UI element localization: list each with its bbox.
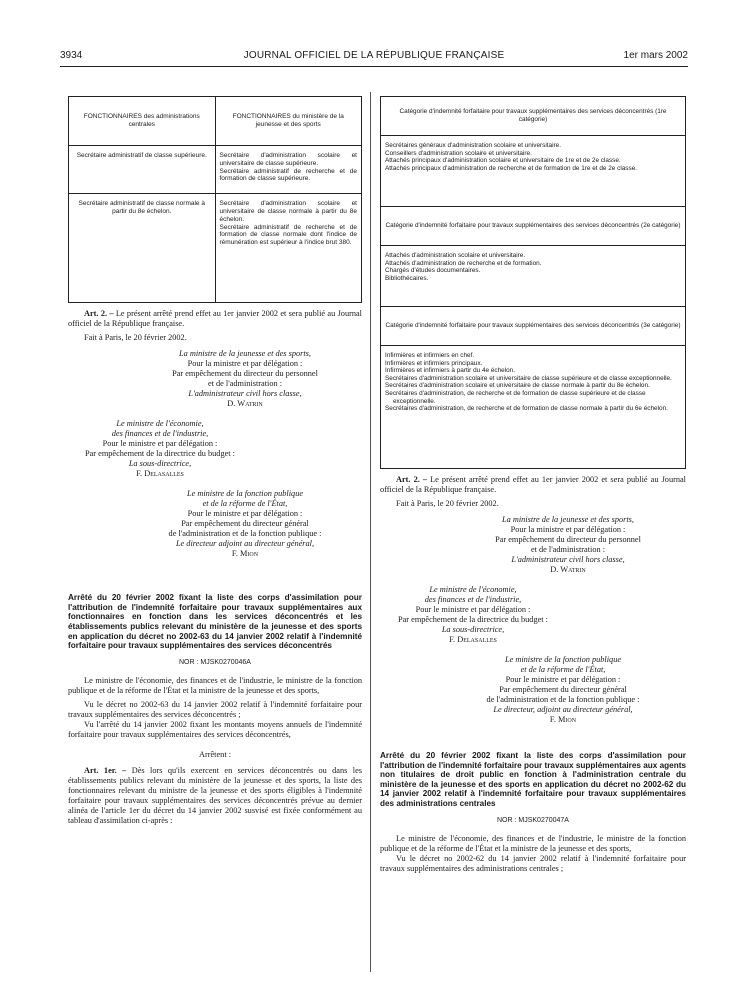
nor-reference: NOR : MJSK0270047A — [497, 816, 569, 824]
list-item: Attachés d'administration scolaire et universitaire. — [385, 252, 526, 259]
article-2 — [380, 475, 686, 495]
table-cell: Secrétaire administratif de classe supérieure. — [69, 146, 216, 194]
sig-line: Par empêchement du directeur du personnel — [172, 369, 318, 379]
sig-line: Le ministre de l'économie, — [429, 585, 517, 594]
table-cell: Secrétaire administratif de classe normale à partir du 8e échelon. — [69, 194, 216, 303]
article-text: Le présent arrêté prend effet au 1er janvier 2002 et sera publié au Journal officiel de la République française. — [68, 309, 362, 329]
table-row — [69, 194, 362, 303]
signatory-name: F. Delasalles — [136, 469, 184, 479]
cell-line: Secrétaire d'administration scolaire et universitaire de classe supérieure. — [219, 152, 357, 167]
sig-line: La sous-directrice, — [128, 459, 192, 469]
done-at: Fait à Paris, le 20 février 2002. — [396, 499, 499, 508]
sig-line: Par empêchement de la directrice du budget : — [85, 449, 235, 459]
sig-line: L'administrateur civil hors classe, — [511, 555, 625, 564]
signature-block-1 — [380, 515, 686, 575]
sig-line: et de la réforme de l'État, — [202, 499, 288, 509]
signatory-name: F. Delasalles — [449, 635, 497, 644]
sig-line: de l'administration et de la fonction publique : — [486, 695, 640, 704]
page-number: 3934 — [60, 50, 83, 61]
visa: Vu le décret no 2002-62 du 14 janvier 2002 relatif à l'indemnité forfaitaire pour travaux supplémentaires des administrations centrales ; — [380, 853, 686, 873]
signature-block-2 — [68, 419, 362, 479]
sig-line: Le ministre de la fonction publique — [186, 489, 304, 499]
article-text: Le présent arrêté prend effet au 1er janvier 2002 et sera publié au Journal officiel de la République française. — [380, 475, 686, 494]
signature-block-3 — [68, 489, 362, 559]
sig-line: des finances et de l'industrie, — [111, 429, 209, 439]
sig-line: Par empêchement du directeur général — [181, 519, 309, 529]
cell-line: Secrétaire administratif de recherche et de formation de classe supérieure. — [219, 167, 357, 183]
category-header: Catégorie d'indemnité forfaitaire pour travaux supplémentaires des services déconcentrés (3e catégorie) — [381, 306, 685, 346]
signature-block-3 — [380, 655, 686, 725]
article-1 — [68, 766, 362, 826]
sig-line: Pour le ministre et par délégation : — [187, 509, 303, 519]
done-at: Fait à Paris, le 20 février 2002. — [84, 333, 187, 343]
list-item: Attachés d'administration de recherche et de formation. — [385, 259, 542, 267]
sig-line: Par empêchement du directeur général — [499, 685, 627, 694]
sig-line: La ministre de la jeunesse et des sports, — [502, 515, 634, 524]
table-cell — [215, 194, 362, 303]
list-item: Infirmières et infirmiers à partir du 4e échelon. — [385, 367, 515, 375]
sig-line: Pour la ministre et par délégation : — [187, 359, 303, 369]
decree-title: Arrêté du 20 février 2002 fixant la liste des corps d'assimilation pour l'attribution de l'indemnité forfaitaire pour travaux supplémentaires aux agents non titulaires de droit public en fonction à l'administration centrale du ministère de la jeunesse et des sports en application du décret no 2002-62 du 14 janvier 2002 relatif à l'indemnité forfaitaire pour travaux supplémentaires des administrations centrales — [380, 751, 686, 808]
sig-line: Le ministre de l'économie, — [116, 419, 204, 429]
sig-line: Pour le ministre et par délégation : — [415, 605, 531, 614]
column-separator — [370, 92, 371, 972]
left-column — [68, 96, 362, 826]
sig-line: Le directeur adjoint au directeur général, — [175, 539, 315, 549]
assimilation-table — [68, 96, 362, 303]
article-label: Art. 2. – — [84, 309, 114, 319]
visa: Vu l'arrêté du 14 janvier 2002 fixant les montants moyens annuels de l'indemnité forfaitaire pour travaux supplémentaires des services déconcentrés, — [68, 719, 362, 739]
sig-line: Le ministre de la fonction publique — [504, 655, 622, 664]
list-item: Infirmières et infirmiers en chef. — [385, 352, 475, 359]
cell-line: Secrétaire administratif de recherche et de formation de classe normale dont l'indice de rémunération est supérieur à l'indice brut 380. — [219, 223, 357, 247]
table-cell — [215, 146, 362, 194]
category-body — [381, 246, 685, 306]
article-label: Art. 2. – — [396, 475, 428, 484]
journal-title: JOURNAL OFFICIEL DE LA RÉPUBLIQUE FRANÇAISE — [243, 50, 505, 61]
sig-line: L'administrateur civil hors classe, — [188, 389, 302, 399]
nor-reference: NOR : MJSK0270046A — [179, 658, 251, 666]
signatory-name: D. Watrin — [550, 565, 586, 574]
list-item: Attachés principaux d'administration scolaire et universitaire de 1re et de 2e classe. — [385, 157, 621, 165]
table-row — [69, 146, 362, 194]
list-item: Secrétaires d'administration, de recherche et de formation de classe normale à partir du 6e échelon. — [385, 405, 668, 413]
list-item: Secrétaires généraux d'administration scolaire et universitaire. — [385, 142, 561, 149]
signature-block-2 — [380, 585, 686, 645]
category-header: Catégorie d'indemnité forfaitaire pour travaux supplémentaires des services déconcentrés (2e catégorie) — [381, 206, 685, 246]
visa: Vu le décret no 2002-63 du 14 janvier 2002 relatif à l'indemnité forfaitaire pour travaux supplémentaires des services déconcentrés ; — [68, 699, 362, 719]
sig-line: Par empêchement du directeur du personnel — [495, 535, 641, 544]
cell-line: Secrétaire d'administration scolaire et universitaire de classe normale à partir du 8e échelon. — [219, 200, 357, 223]
sig-line: Le directeur, adjoint au directeur général, — [493, 705, 633, 714]
preamble: Le ministre de l'économie, des finances et de l'industrie, le ministre de la fonction publique et de la réforme de l'État et la ministre de la jeunesse et des sports, — [380, 833, 686, 853]
sig-line: de l'administration et de la fonction publique : — [168, 529, 322, 539]
issue-date: 1er mars 2002 — [623, 50, 688, 61]
list-item: Conseillers d'administration scolaire et universitaire. — [385, 149, 532, 157]
sig-line: Pour le ministre et par délégation : — [505, 675, 621, 684]
sig-line: et de l'administration : — [530, 545, 606, 554]
list-item: Bibliothécaires. — [385, 274, 429, 282]
sig-line: des finances et de l'industrie, — [424, 595, 522, 604]
table-header-central: FONCTIONNAIRES des administrations centrales — [69, 97, 216, 146]
category-table — [380, 96, 686, 469]
list-item: Secrétaires d'administration scolaire et universitaire de classe supérieure et de classe exceptionnelle. — [385, 374, 672, 382]
article-2 — [68, 309, 362, 329]
right-column — [380, 96, 686, 874]
table-header-ministry: FONCTIONNAIRES du ministère de la jeunesse et des sports — [215, 97, 362, 146]
sig-line: et de la réforme de l'État, — [520, 665, 606, 674]
article-text: Dès lors qu'ils exercent en services déconcentrés ou dans les établissements publics relevant du ministère de la jeunesse et des sports, la liste des fonctionnaires relevant du ministre de la jeunesse et des sports éligibles à l'indemnité forfaitaire pour travaux supplémentaires des services déconcentrés prévue au dernier alinéa de l'article 1er du décret du 14 janvier 2002 susvisé est fixée conformément au tableau d'assimilation ci-après : — [68, 765, 362, 825]
sig-line: La sous-directrice, — [441, 625, 505, 634]
category-body — [381, 346, 685, 468]
article-label: Art. 1er. – — [84, 765, 127, 775]
category-body — [381, 136, 685, 206]
list-item: Secrétaires d'administration scolaire et universitaire de classe normale à partir du 8e échelon. — [385, 382, 650, 390]
page-header — [60, 50, 688, 66]
sig-line: et de l'administration : — [207, 379, 283, 389]
preamble: Le ministre de l'économie, des finances et de l'industrie, le ministre de la fonction publique et de la réforme de l'État et la ministre de la jeunesse et des sports, — [68, 675, 362, 695]
signatory-name: F. Mion — [231, 549, 259, 559]
sig-line: Par empêchement de la directrice du budget : — [398, 615, 548, 624]
sig-line: Pour le ministre et par délégation : — [102, 439, 218, 449]
signatory-name: D. Watrin — [227, 399, 263, 409]
header-rule — [60, 66, 688, 67]
arretent: Arrêtent : — [198, 749, 232, 759]
list-item: Chargés d'études documentaires. — [385, 267, 481, 275]
sig-line: La ministre de la jeunesse et des sports, — [179, 349, 311, 359]
list-item: Infirmières et infirmiers principaux. — [385, 359, 483, 367]
list-item: Attachés principaux d'administration de recherche et de formation de 1re et de 2e classe. — [385, 164, 638, 172]
category-header: Catégorie d'indemnité forfaitaire pour travaux supplémentaires des services déconcentrés (1re catégorie) — [381, 97, 685, 136]
signature-block-1 — [68, 349, 362, 409]
decree-title: Arrêté du 20 février 2002 fixant la liste des corps d'assimilation pour l'attribution de l'indemnité forfaitaire pour travaux supplémentaires aux fonctionnaires en fonction dans les services déconcentrés et les établissements publics relevant du ministère de la jeunesse et des sports en application du décret no 2002-63 du 14 janvier 2002 relatif à l'indemnité forfaitaire pour travaux supplémentaires des services déconcentrés — [68, 593, 362, 651]
list-item: Secrétaires d'administration, de recherche et de formation de classe supérieure et de classe exceptionnelle. — [385, 389, 646, 405]
sig-line: Pour la ministre et par délégation : — [510, 525, 626, 534]
signatory-name: F. Mion — [549, 715, 577, 724]
